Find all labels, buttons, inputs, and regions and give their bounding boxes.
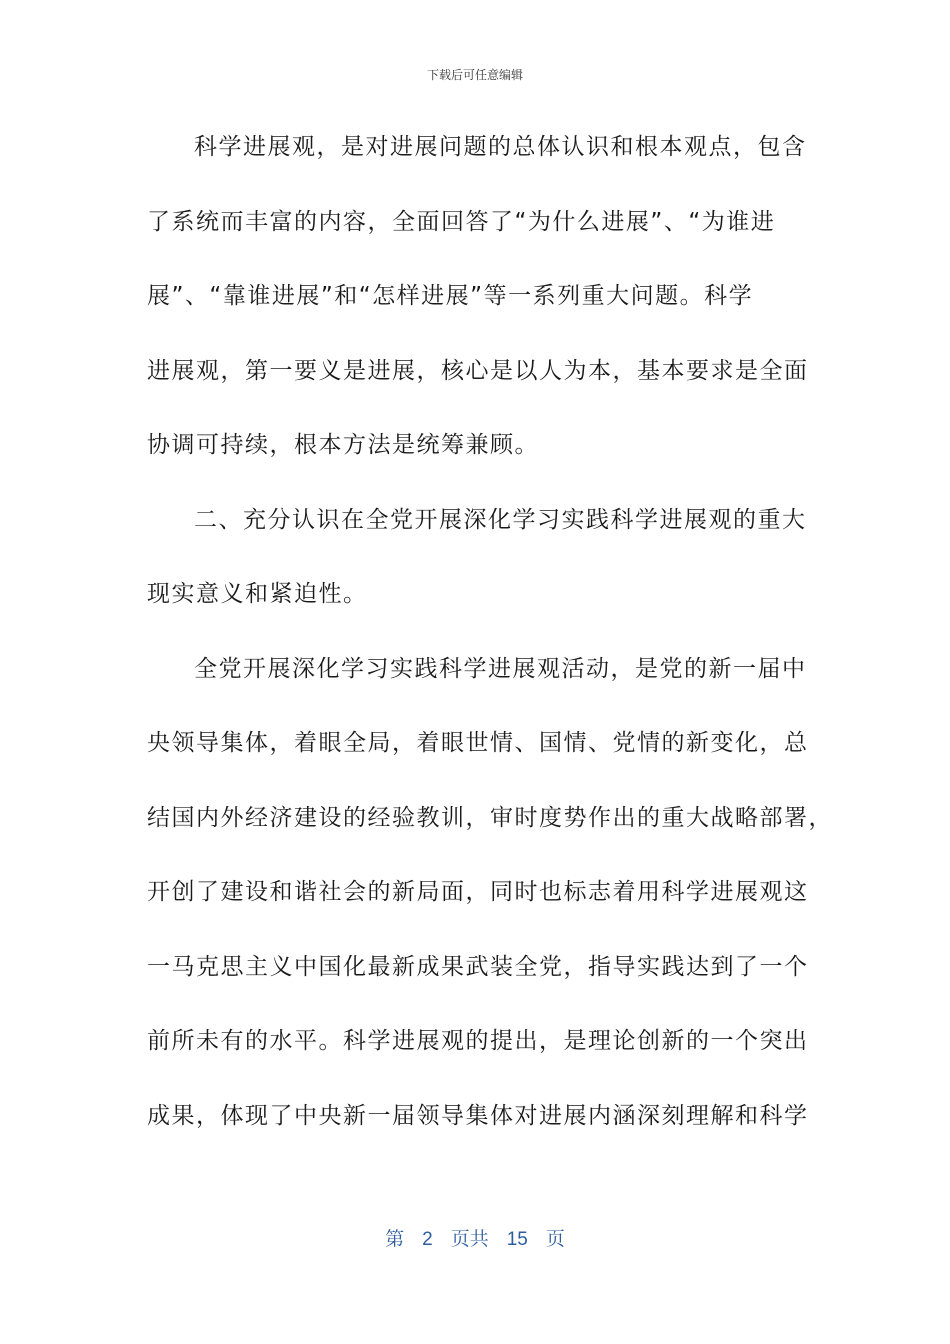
total-pages-number: 15	[506, 1229, 528, 1250]
section-heading-line: 二、充分认识在全党开展深化学习实践科学进展观的重大	[194, 506, 807, 533]
section-heading-line: 现实意义和紧迫性。	[147, 581, 368, 607]
text-line: 开创了建设和谐社会的新局面，同时也标志着用科学进展观这	[147, 879, 809, 905]
text-line: 科学进展观，是对进展问题的总体认识和根本观点，包含	[194, 134, 807, 160]
footer-suffix: 页	[545, 1228, 565, 1250]
text-line: 央领导集体，着眼全局，着眼世情、国情、党情的新变化，总	[147, 730, 809, 756]
text-line: 进展观，第一要义是进展，核心是以人为本，基本要求是全面	[147, 357, 809, 384]
text-line: 成果，体现了中央新一届领导集体对进展内涵深刻理解和科学	[147, 1102, 809, 1129]
document-body	[147, 128, 833, 1171]
text-line: 全党开展深化学习实践科学进展观活动，是党的新一届中	[194, 655, 807, 682]
text-line: 结国内外经济建设的经验教训，审时度势作出的重大战略部署，	[147, 804, 833, 831]
text-line: 前所未有的水平。科学进展观的提出，是理论创新的一个突出	[147, 1028, 809, 1054]
text-line: 协调可持续，根本方法是统筹兼顾。	[147, 432, 539, 458]
text-line: 一马克思主义中国化最新成果武装全党，指导实践达到了一个	[147, 953, 809, 980]
page-number-footer	[0, 1226, 950, 1253]
text-line: 了系统而丰富的内容，全面回答了“为什么进展”、“为谁进	[147, 208, 776, 235]
page-header-note: 下载后可任意编辑	[426, 68, 523, 82]
current-page-number: 2	[422, 1229, 433, 1250]
footer-middle: 页共	[450, 1228, 489, 1250]
text-line: 展”、“靠谁进展”和“怎样进展”等一系列重大问题。科学	[147, 283, 754, 309]
footer-prefix: 第	[385, 1228, 405, 1250]
